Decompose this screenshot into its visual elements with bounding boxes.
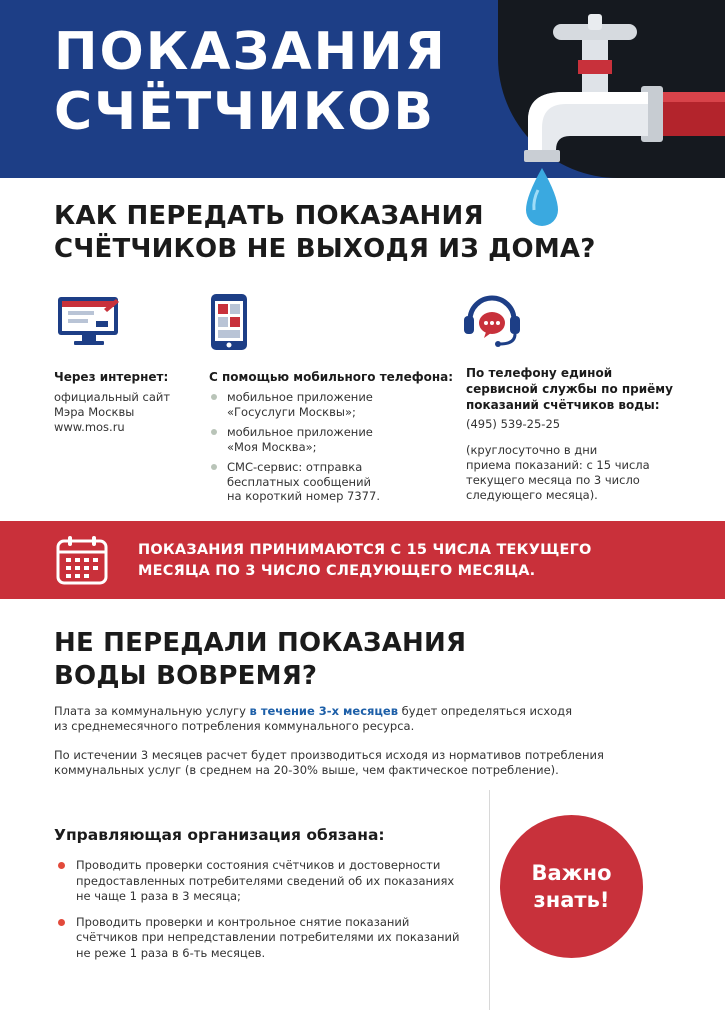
phone-title: По телефону единой сервисной службы по приёму показаний счётчиков воды: — [466, 366, 673, 412]
internet-title: Через интернет: — [54, 370, 169, 384]
mobile-title: С помощью мобильного телефона: — [209, 370, 454, 384]
internet-text: официальный сайт Мэра Москвы www.mos.ru — [54, 390, 194, 435]
late-paragraph-2: По истечении 3 месяцев расчет будет производиться исходя из нормативов потребления коммунальных услуг (в среднем на 20-30% выше, чем фактическое потребление). — [54, 748, 604, 777]
important-badge — [500, 815, 643, 958]
highlight-text: в течение 3-х месяцев — [249, 704, 398, 718]
late-heading: НЕ ПЕРЕДАЛИ ПОКАЗАНИЯ ВОДЫ ВОВРЕМЯ? — [54, 628, 467, 691]
headset-icon — [460, 290, 524, 350]
title-line-1: ПОКАЗАНИЯ — [54, 22, 447, 82]
calendar-icon — [56, 535, 108, 585]
phone-number[interactable]: (495) 539-25-25 — [466, 417, 561, 431]
water-tap-icon — [498, 0, 725, 230]
mobile-phone-icon — [210, 293, 248, 351]
duties-list — [54, 858, 474, 971]
mos-ru-link[interactable]: www.mos.ru — [54, 420, 125, 434]
phone-note: (круглосуточно в дни приема показаний: с 15 числа текущего месяца по 3 число следующего месяца). — [466, 443, 650, 502]
list-item: СМС-сервис: отправка бесплатных сообщений на короткий номер 7377. — [209, 460, 439, 504]
banner-text: ПОКАЗАНИЯ ПРИНИМАЮТСЯ С 15 ЧИСЛА ТЕКУЩЕГО МЕСЯЦА ПО 3 ЧИСЛО СЛЕДУЮЩЕГО МЕСЯЦА. — [138, 542, 592, 579]
late-paragraph-1: Плата за коммунальную услугу в течение 3-х месяцев будет определяться исходя из среднемесячного потребления коммунального ресурса. — [54, 704, 573, 733]
list-item: мобильное приложение «Госуслуги Москвы»; — [209, 390, 439, 419]
title-line-2: СЧЁТЧИКОВ — [54, 82, 436, 142]
computer-icon — [56, 295, 122, 347]
divider — [489, 790, 490, 1010]
org-heading: Управляющая организация обязана: — [54, 826, 385, 844]
mobile-options-list — [209, 390, 439, 510]
badge-label: Важно знать! — [531, 860, 612, 912]
list-item: мобильное приложение «Моя Москва»; — [209, 425, 439, 454]
how-heading: КАК ПЕРЕДАТЬ ПОКАЗАНИЯ СЧЁТЧИКОВ НЕ ВЫХОДЯ ИЗ ДОМА? — [54, 201, 596, 264]
page-title — [54, 22, 447, 142]
list-item: Проводить проверки состояния счётчиков и достоверности предоставленных потребителями сведений об их показаниях не чаще 1 раза в 3 месяца; — [54, 858, 474, 905]
list-item: Проводить проверки и контрольное снятие показаний счётчиков при непредставлении потребителями их показаний не реже 1 раза в 6-ть месяцев. — [54, 915, 474, 962]
